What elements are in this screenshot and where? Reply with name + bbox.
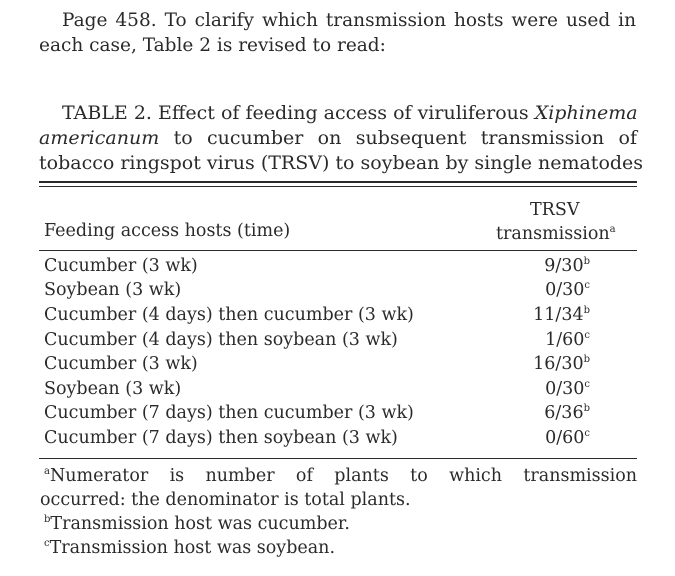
header-transmission [496, 224, 616, 244]
row-4-fraction: 1/60 [545, 330, 585, 350]
row-8-host: Cucumber (7 days) then soybean (3 wk) [44, 428, 398, 448]
row-4-mark: c [584, 330, 590, 341]
intro-line-1: Page 458. To clarify which transmission hosts were used in [62, 10, 636, 31]
caption-line-3: tobacco ringspot virus (TRSV) to soybean by single nematodes [39, 152, 644, 174]
row-3-fraction: 11/34 [533, 305, 584, 325]
row-7-value [544, 403, 590, 423]
table-bottom-rule [39, 458, 637, 459]
intro-line-2: each case, Table 2 is revised to read: [39, 35, 386, 56]
footnote-a-line-1 [44, 464, 637, 488]
row-5-value [533, 354, 590, 374]
header-transmission-label: transmission [496, 224, 610, 244]
row-4-value [545, 330, 590, 350]
footnote-b [44, 512, 350, 536]
row-6-fraction: 0/30 [545, 379, 585, 399]
row-5-fraction: 16/30 [533, 354, 584, 374]
row-8-value [545, 428, 590, 448]
row-1-fraction: 9/30 [544, 256, 584, 276]
caption-label: TABLE 2. [62, 102, 152, 124]
row-5-host: Cucumber (3 wk) [44, 354, 198, 374]
row-3-value [533, 305, 590, 325]
row-6-mark: c [584, 379, 590, 390]
row-3-mark: b [583, 305, 590, 316]
row-6-host: Soybean (3 wk) [44, 379, 182, 399]
row-2-host: Soybean (3 wk) [44, 280, 182, 300]
caption-text-2: to cucumber on subsequent transmission of [173, 127, 637, 149]
footnote-c [44, 536, 335, 560]
row-8-mark: c [584, 428, 590, 439]
row-5-mark: b [583, 354, 590, 365]
row-1-mark: b [583, 256, 590, 267]
footnote-c-text: Transmission host was soybean. [49, 538, 336, 558]
header-feeding-access: Feeding access hosts (time) [44, 221, 291, 241]
footnote-b-text: Transmission host was cucumber. [50, 514, 350, 534]
footnote-a-text-1 [44, 466, 637, 486]
row-2-mark: c [584, 280, 590, 291]
row-7-host: Cucumber (7 days) then cucumber (3 wk) [44, 403, 414, 423]
header-trsv: TRSV [530, 200, 580, 220]
row-3-host: Cucumber (4 days) then cucumber (3 wk) [44, 305, 414, 325]
caption-species-epithet: americanum [39, 127, 160, 149]
caption-text-1: Effect of feeding access of viruliferous [158, 102, 529, 124]
footnote-b-mark: b [44, 514, 51, 525]
row-8-fraction: 0/60 [545, 428, 585, 448]
table-top-rule-thin [39, 186, 637, 187]
footnote-a-body-1: Numerator is number of plants to which transmission [49, 466, 637, 486]
table-header-rule [39, 250, 637, 251]
footnote-a-mark: a [44, 466, 50, 477]
row-7-mark: b [583, 403, 590, 414]
row-2-fraction: 0/30 [545, 280, 585, 300]
row-1-value [544, 256, 590, 276]
row-4-host: Cucumber (4 days) then soybean (3 wk) [44, 330, 398, 350]
row-2-value [545, 280, 590, 300]
row-7-fraction: 6/36 [544, 403, 584, 423]
caption-line-2 [39, 127, 637, 150]
caption-line-1 [62, 102, 638, 125]
footnote-a-line-2: occurred: the denominator is total plants. [40, 490, 411, 510]
caption-species-genus: Xiphinema [534, 102, 638, 124]
table-top-rule [39, 181, 637, 183]
header-footnote-a: a [609, 224, 616, 235]
row-1-host: Cucumber (3 wk) [44, 256, 198, 276]
footnote-c-mark: c [44, 538, 50, 549]
row-6-value [545, 379, 590, 399]
